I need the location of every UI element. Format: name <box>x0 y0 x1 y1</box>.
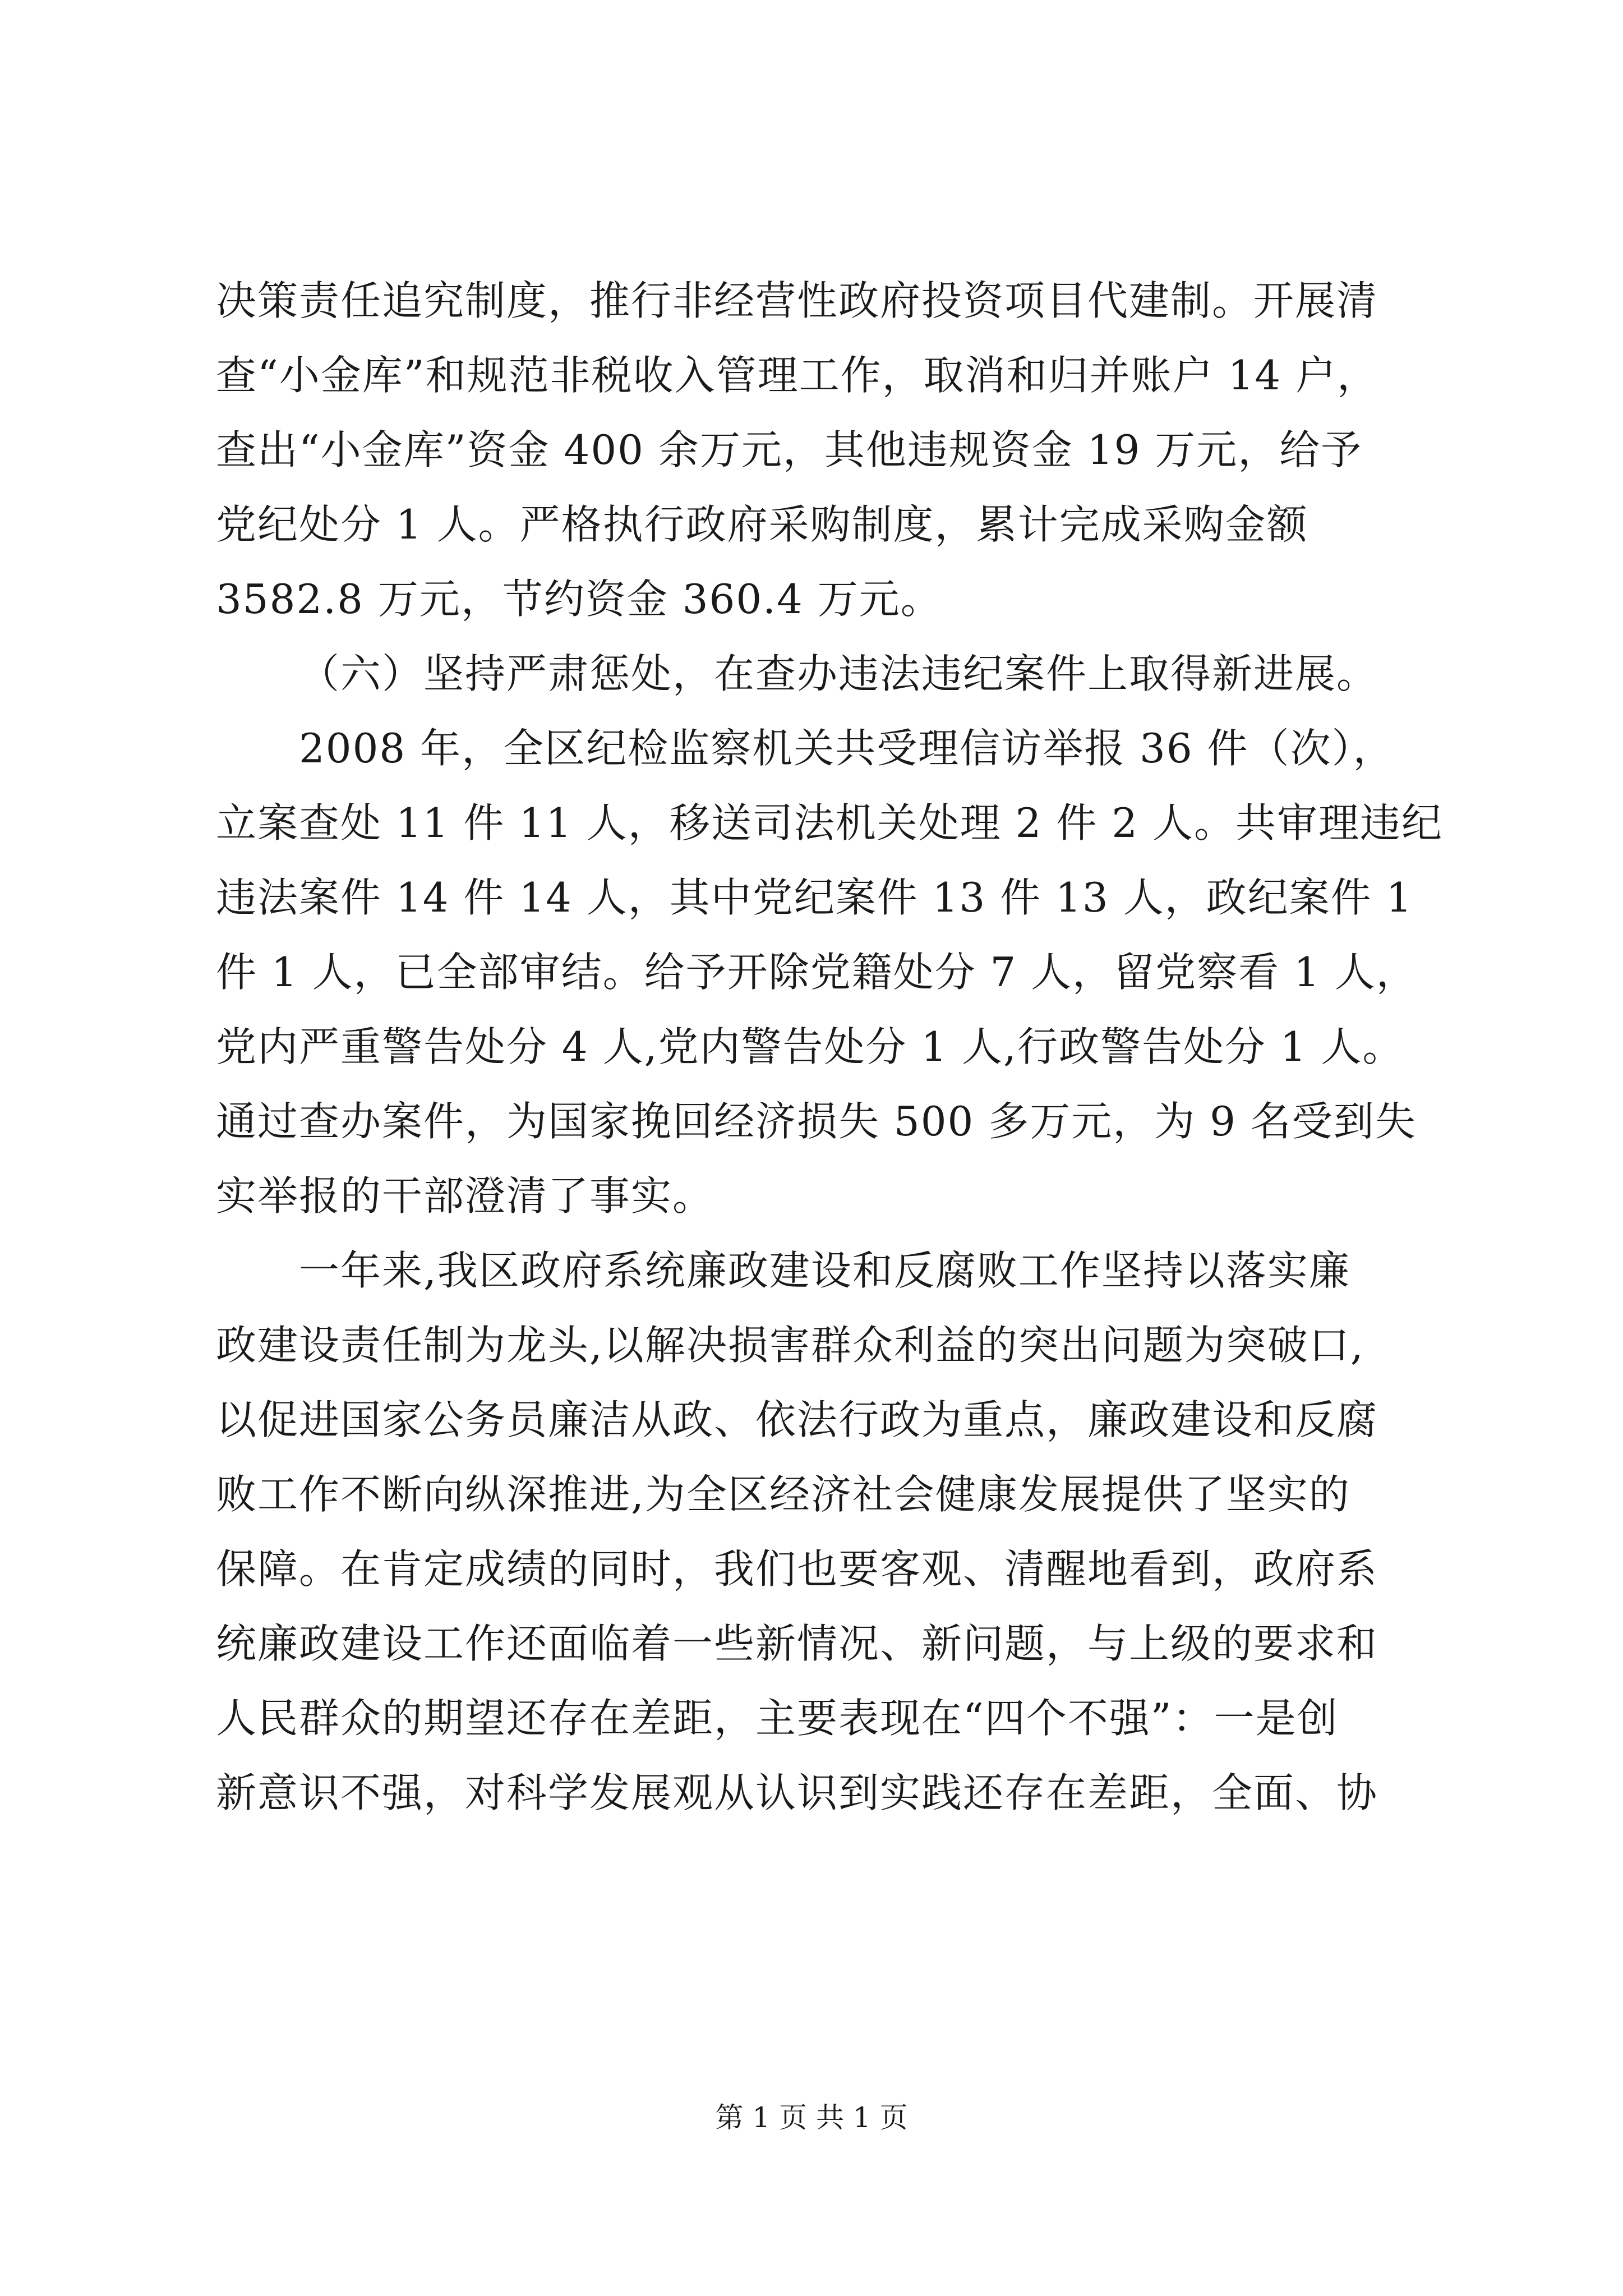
text-line: 2008 年，全区纪检监察机关共受理信访举报 36 件（次）， <box>299 725 1395 772</box>
text-line: 违法案件 14 件 14 人，其中党纪案件 13 件 13 人，政纪案件 1 <box>216 874 1413 921</box>
text-line: 一年来,我区政府系统廉政建设和反腐败工作坚持以落实廉 <box>299 1247 1350 1294</box>
text-line: 人民群众的期望还存在差距，主要表现在“四个不强”：一是创 <box>216 1695 1339 1742</box>
section-heading: （六）坚持严肃惩处，在查办违法违纪案件上取得新进展。 <box>299 650 1378 697</box>
document-body <box>216 264 1443 1830</box>
text-line: 保障。在肯定成绩的同时，我们也要客观、清醒地看到，政府系 <box>216 1545 1378 1593</box>
text-line: 通过查办案件，为国家挽回经济损失 500 多万元，为 9 名受到失 <box>216 1098 1417 1145</box>
text-line: 党纪处分 1 人。严格执行政府采购制度，累计完成采购金额 <box>216 501 1308 548</box>
text-line: 查出“小金库”资金 400 余万元，其他违规资金 19 万元，给予 <box>216 426 1363 473</box>
text-line: 实举报的干部澄清了事实。 <box>216 1172 714 1220</box>
text-line: 党内严重警告处分 4 人,党内警告处分 1 人,行政警告处分 1 人。 <box>216 1023 1404 1070</box>
text-line: 新意识不强，对科学发展观从认识到实践还存在差距，全面、协 <box>216 1769 1378 1816</box>
text-line: 件 1 人，已全部审结。给予开除党籍处分 7 人，留党察看 1 人， <box>216 949 1418 996</box>
text-line: 败工作不断向纵深推进,为全区经济社会健康发展提供了坚实的 <box>216 1471 1350 1518</box>
text-line: 决策责任追究制度，推行非经营性政府投资项目代建制。开展清 <box>216 277 1378 324</box>
text-line: 查“小金库”和规范非税收入管理工作，取消和归并账户 14 户， <box>216 352 1379 399</box>
text-line: 以促进国家公务员廉洁从政、依法行政为重点，廉政建设和反腐 <box>216 1396 1378 1443</box>
text-line: 政建设责任制为龙头,以解决损害群众利益的突出问题为突破口, <box>216 1322 1364 1369</box>
page-footer: 第 1 页 共 1 页 <box>715 2101 908 2134</box>
text-line: 统廉政建设工作还面临着一些新情况、新问题，与上级的要求和 <box>216 1620 1378 1667</box>
text-line: 立案查处 11 件 11 人，移送司法机关处理 2 件 2 人。共审理违纪 <box>216 799 1443 846</box>
text-line: 3582.8 万元，节约资金 360.4 万元。 <box>216 576 942 623</box>
